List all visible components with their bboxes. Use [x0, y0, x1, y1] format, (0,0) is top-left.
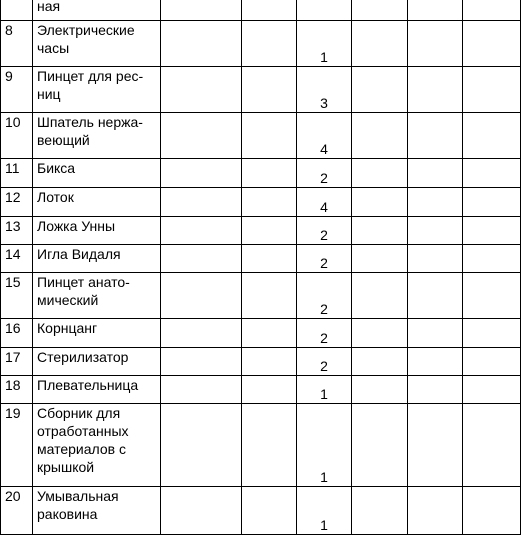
row-number	[1, 0, 33, 21]
item-name: Лоток	[33, 188, 161, 217]
item-name: Корнцанг	[33, 319, 161, 348]
row-number: 16	[1, 319, 33, 348]
table-row	[1, 376, 521, 404]
item-quantity	[297, 0, 352, 21]
item-quantity: 1	[297, 487, 352, 535]
table-row	[1, 487, 521, 535]
item-quantity: 2	[297, 273, 352, 319]
item-quantity: 1	[297, 376, 352, 404]
table-row	[1, 0, 521, 21]
table-row	[1, 319, 521, 348]
table-row	[1, 21, 521, 67]
item-name: Электрические часы	[33, 21, 161, 67]
row-number: 19	[1, 404, 33, 487]
table-row	[1, 217, 521, 245]
table-row	[1, 404, 521, 487]
item-name: Умывальная раковина	[33, 487, 161, 535]
item-name: Пинцет для рес- ниц	[33, 67, 161, 113]
row-number: 20	[1, 487, 33, 535]
row-number: 17	[1, 348, 33, 376]
item-name: Сборник для отработанных материалов с крышкой	[33, 404, 161, 487]
table-row	[1, 159, 521, 188]
table-row	[1, 67, 521, 113]
item-quantity: 2	[297, 319, 352, 348]
item-quantity: 1	[297, 21, 352, 67]
row-number: 9	[1, 67, 33, 113]
item-name: ная	[33, 0, 161, 21]
item-quantity: 2	[297, 245, 352, 273]
row-number: 8	[1, 21, 33, 67]
item-name: Плевательница	[33, 376, 161, 404]
table-row	[1, 245, 521, 273]
row-number: 18	[1, 376, 33, 404]
item-quantity: 2	[297, 159, 352, 188]
row-number: 11	[1, 159, 33, 188]
table-row	[1, 273, 521, 319]
row-number: 12	[1, 188, 33, 217]
item-quantity: 2	[297, 348, 352, 376]
item-quantity: 4	[297, 188, 352, 217]
table-row	[1, 348, 521, 376]
item-name: Стерилизатор	[33, 348, 161, 376]
row-number: 15	[1, 273, 33, 319]
item-name: Шпатель нержа- веющий	[33, 113, 161, 159]
table-row	[1, 113, 521, 159]
item-quantity: 4	[297, 113, 352, 159]
item-name: Бикса	[33, 159, 161, 188]
row-number: 10	[1, 113, 33, 159]
table-row	[1, 188, 521, 217]
item-quantity: 2	[297, 217, 352, 245]
item-quantity: 1	[297, 404, 352, 487]
item-name: Ложка Унны	[33, 217, 161, 245]
item-name: Пинцет анато- мический	[33, 273, 161, 319]
row-number: 13	[1, 217, 33, 245]
row-number: 14	[1, 245, 33, 273]
item-name: Игла Видаля	[33, 245, 161, 273]
item-quantity: 3	[297, 67, 352, 113]
